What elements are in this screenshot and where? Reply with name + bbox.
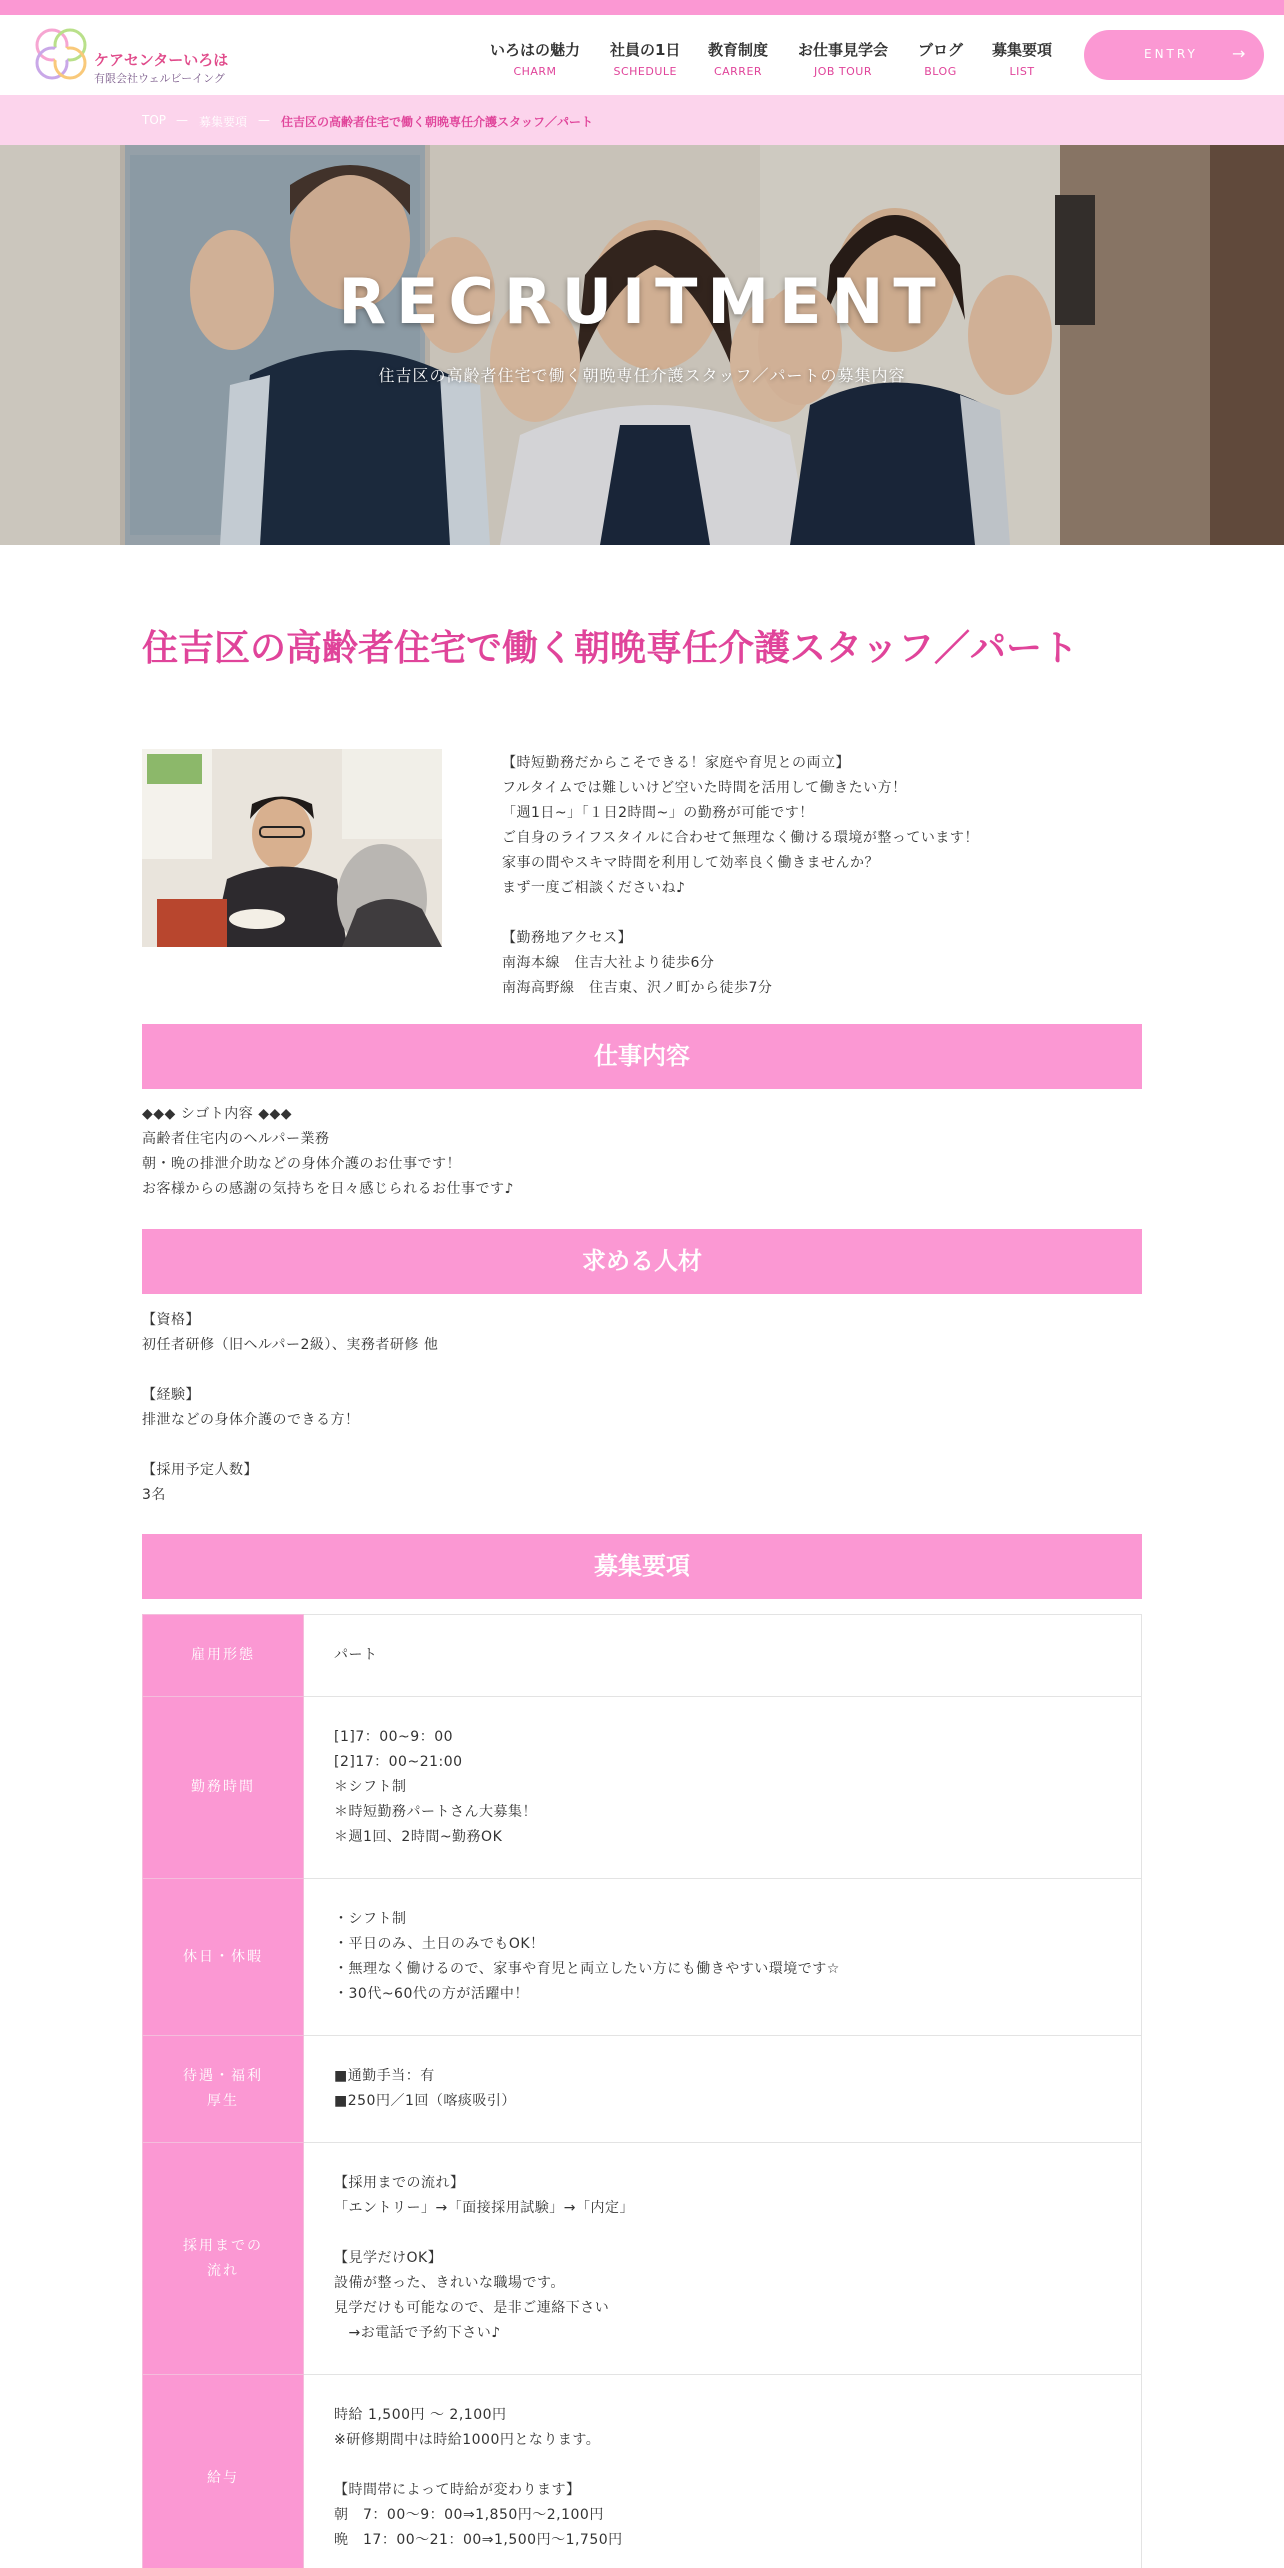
row-value-employment xyxy=(304,1615,1142,1697)
work-line: ◆◆◆ シゴト内容 ◆◆◆ xyxy=(142,1106,292,1122)
table-row xyxy=(143,2143,1142,2375)
nav-label: ブログ xyxy=(918,41,964,59)
table-row xyxy=(143,2375,1142,2568)
intro-line: 南海高野線 住吉東、沢ノ町から徒歩7分 xyxy=(502,980,773,996)
nav-label: お仕事見学会 xyxy=(798,41,889,59)
nav-sublabel: JOB TOUR xyxy=(813,65,873,78)
value-line: ■250円／1回（喀痰吸引） xyxy=(334,2093,516,2109)
nav-label: いろはの魅力 xyxy=(490,41,581,59)
entry-button[interactable] xyxy=(1084,30,1264,80)
value-line: ・無理なく働けるので、家事や育児と両立したい方にも働きやすい環境です☆ xyxy=(334,1961,840,1977)
value-line: 設備が整った、きれいな職場です。 xyxy=(334,2275,565,2291)
nav-sublabel: CHARM xyxy=(513,65,557,78)
people-line: 【資格】 xyxy=(142,1312,200,1328)
people-line: 排泄などの身体介護のできる方！ xyxy=(142,1412,360,1428)
value-line: 見学だけも可能なので、是非ご連絡下さい xyxy=(334,2300,610,2316)
intro-line: 家事の間やスキマ時間を利用して効率良く働きませんか？ xyxy=(502,855,879,871)
intro-line: 南海本線 住吉大社より徒歩6分 xyxy=(502,955,715,971)
nav-label: 社員の1日 xyxy=(610,41,681,59)
value-line: 晩 17：00～21：00⇒1,500円～1,750円 xyxy=(334,2532,623,2548)
value-line xyxy=(334,2221,1111,2246)
value-line: 【時間帯によって時給が変わります】 xyxy=(334,2482,581,2498)
label-line: 厚生 xyxy=(207,2093,239,2109)
breadcrumb-list-link[interactable]: 募集要項 xyxy=(199,115,248,129)
intro-line: フルタイムでは難しいけど空いた時間を活用して働きたい方！ xyxy=(502,780,907,796)
people-line: 初任者研修（旧ヘルパー2級）、実務者研修 他 xyxy=(142,1337,439,1353)
row-value-process xyxy=(304,2143,1142,2375)
intro-line: ご自身のライフスタイルに合わせて無理なく働ける環境が整っています！ xyxy=(502,830,979,846)
row-label-benefits xyxy=(143,2036,304,2143)
requirements-table xyxy=(142,1614,1142,2568)
people-line: 【採用予定人数】 xyxy=(142,1462,258,1478)
work-description xyxy=(142,1102,1142,1202)
nav-label: 教育制度 xyxy=(708,41,769,59)
arrow-right-icon: → xyxy=(1232,44,1246,63)
table-row xyxy=(143,1615,1142,1697)
caregiver-photo xyxy=(142,749,442,947)
row-label-hours: 勤務時間 xyxy=(143,1697,304,1879)
nav-sublabel: CARRER xyxy=(713,65,763,78)
row-value-hours xyxy=(304,1697,1142,1879)
value-line: ＊週1回、2時間~勤務OK xyxy=(334,1829,503,1845)
hero-staff-photo xyxy=(0,145,1284,545)
row-label-salary: 給与 xyxy=(143,2375,304,2568)
hero-banner xyxy=(0,145,1284,545)
logo-name: ケアセンターいろは xyxy=(94,51,229,69)
work-line: 朝・晩の排泄介助などの身体介護のお仕事です！ xyxy=(142,1156,461,1172)
breadcrumb-top-link[interactable]: TOP xyxy=(142,113,167,127)
value-line: 朝 7：00～9：00⇒1,850円～2,100円 xyxy=(334,2507,604,2523)
top-accent-bar xyxy=(0,0,1284,15)
logo-company: 有限会社ウェルビーイング xyxy=(94,72,225,85)
entry-label: ENTRY xyxy=(1144,47,1198,61)
intro-line: 【時短勤務だからこそできる！家庭や育児との両立】 xyxy=(502,755,850,771)
table-row xyxy=(143,2036,1142,2143)
work-line: お客様からの感謝の気持ちを日々感じられるお仕事です♪ xyxy=(142,1181,514,1197)
label-line: 採用までの xyxy=(183,2237,263,2254)
breadcrumb-separator: — xyxy=(258,113,270,127)
value-line: 時給 1,500円 ～ 2,100円 xyxy=(334,2407,507,2423)
row-value-salary xyxy=(304,2375,1142,2568)
nav-item-carrer[interactable] xyxy=(708,39,768,78)
nav-label: 募集要項 xyxy=(992,41,1053,59)
value-line: ・平日のみ、土日のみでもOK！ xyxy=(334,1936,545,1952)
value-line: ＊時短勤務パートさん大募集！ xyxy=(334,1804,537,1820)
nav-sublabel: SCHEDULE xyxy=(613,65,677,78)
table-row xyxy=(143,1697,1142,1879)
value-line: ※研修期間中は時給1000円となります。 xyxy=(334,2432,601,2448)
breadcrumb-separator: — xyxy=(176,113,188,127)
value-line: ＊シフト制 xyxy=(334,1779,407,1795)
intro-line: 【勤務地アクセス】 xyxy=(502,930,633,946)
section-heading-people: 求める人材 xyxy=(142,1229,1142,1294)
value-line: パート xyxy=(334,1647,378,1663)
staff-feeding-photo xyxy=(142,749,442,947)
nav-sublabel: BLOG xyxy=(924,65,957,78)
breadcrumb xyxy=(0,95,1284,145)
value-line xyxy=(334,2453,1111,2478)
row-value-benefits xyxy=(304,2036,1142,2143)
value-line: ・30代~60代の方が活躍中！ xyxy=(334,1986,529,2002)
hero-subtitle: 住吉区の高齢者住宅で働く朝晩専任介護スタッフ／パートの募集内容 xyxy=(378,366,906,385)
value-line: 【採用までの流れ】 xyxy=(334,2175,465,2191)
people-line: 【経験】 xyxy=(142,1387,200,1403)
section-heading-work: 仕事内容 xyxy=(142,1024,1142,1089)
section-heading-requirements: 募集要項 xyxy=(142,1534,1142,1599)
nav-item-list[interactable] xyxy=(992,39,1052,78)
intro-line: まず一度ご相談くださいね♪ xyxy=(502,880,686,896)
intro-line: 「週1日~」「１日2時間~」の勤務が可能です！ xyxy=(502,805,814,821)
label-line: 待遇・福利 xyxy=(183,2068,263,2084)
site-header xyxy=(0,15,1284,95)
hero-title: RECRUITMENT xyxy=(338,265,946,338)
nav-sublabel: LIST xyxy=(1009,65,1035,78)
people-line: 3名 xyxy=(142,1487,166,1503)
value-line: [1]7：00~9：00 xyxy=(334,1729,454,1745)
table-row xyxy=(143,1879,1142,2036)
label-line: 流れ xyxy=(207,2262,239,2279)
value-line: ・シフト制 xyxy=(334,1911,407,1927)
site-logo[interactable] xyxy=(32,23,232,85)
value-line: 【見学だけOK】 xyxy=(334,2250,443,2266)
nav-item-charm[interactable] xyxy=(490,39,580,78)
work-line: 高齢者住宅内のヘルパー業務 xyxy=(142,1131,330,1147)
value-line: ■通勤手当：有 xyxy=(334,2068,435,2084)
intro-line xyxy=(502,901,1142,926)
people-line xyxy=(142,1358,1142,1383)
row-label-employment: 雇用形態 xyxy=(143,1615,304,1697)
nav-item-schedule[interactable] xyxy=(610,39,680,78)
nav-item-blog[interactable] xyxy=(918,39,963,78)
logo-flower-icon xyxy=(32,25,90,83)
value-line: 「エントリー」→「面接採用試験」→「内定」 xyxy=(334,2200,634,2216)
value-line: [2]17：00~21:00 xyxy=(334,1754,463,1770)
people-description xyxy=(142,1308,1142,1508)
value-line: →お電話で予約下さい♪ xyxy=(334,2325,501,2341)
people-line xyxy=(142,1433,1142,1458)
row-value-holidays xyxy=(304,1879,1142,2036)
page-title: 住吉区の高齢者住宅で働く朝晩専任介護スタッフ／パート xyxy=(142,628,1079,669)
row-label-process xyxy=(143,2143,304,2375)
breadcrumb-current: 住吉区の高齢者住宅で働く朝晩専任介護スタッフ／パート xyxy=(281,115,594,129)
nav-item-job-tour[interactable] xyxy=(798,39,888,78)
row-label-holidays: 休日・休暇 xyxy=(143,1879,304,2036)
intro-text xyxy=(502,751,1142,1001)
